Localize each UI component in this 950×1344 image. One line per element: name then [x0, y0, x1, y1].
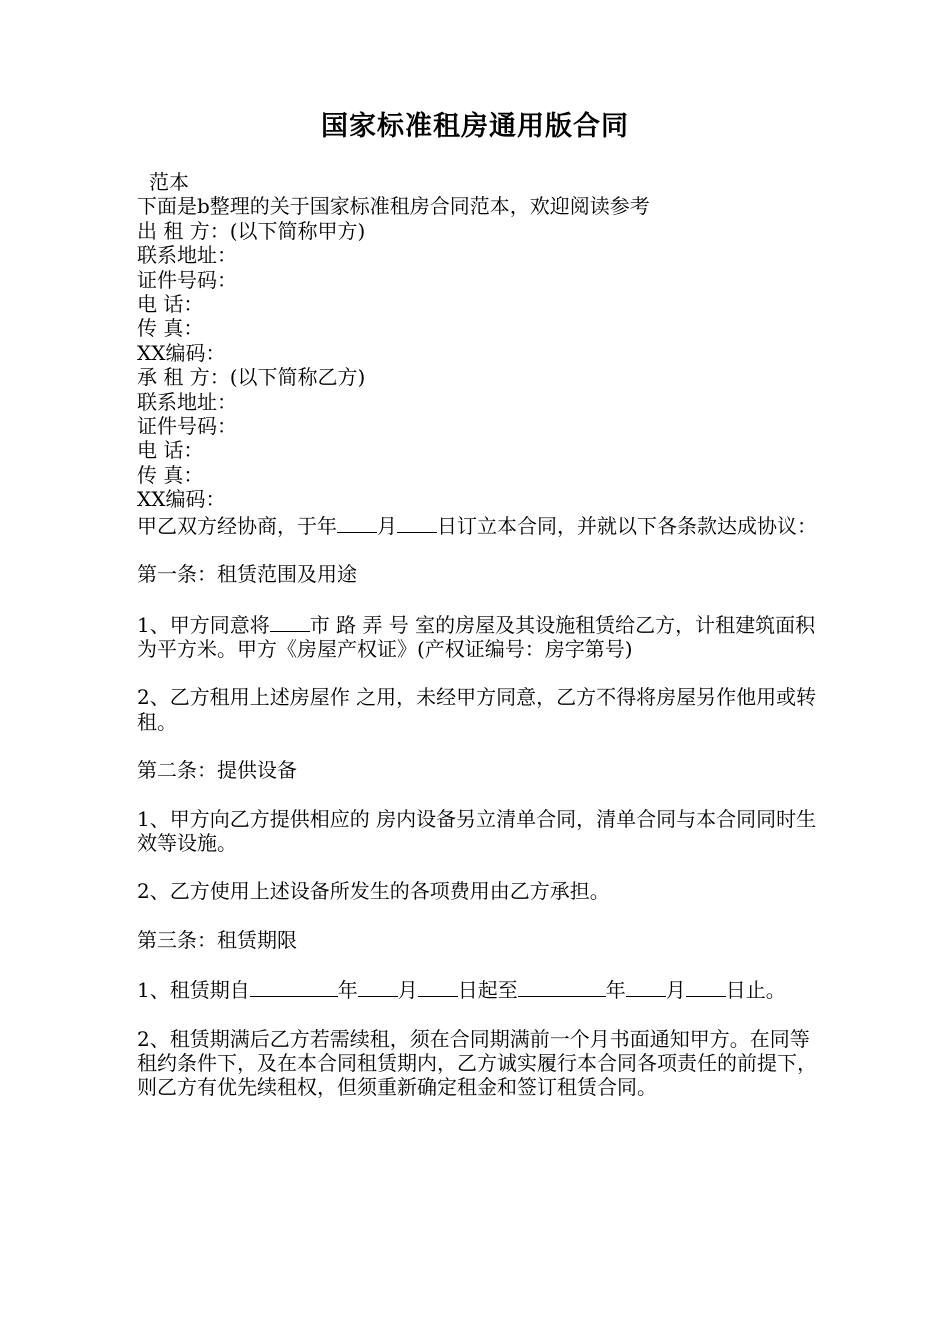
blank-line — [397, 512, 437, 533]
lessor-postcode: XX编码： — [137, 340, 226, 365]
subtitle: 范本 — [149, 170, 189, 194]
blank-line — [686, 976, 726, 997]
lessee-phone: 电 话： — [137, 438, 204, 463]
blank-line — [250, 976, 338, 997]
blank-line — [418, 976, 458, 997]
article1-item2: 2、乙方租用上述房屋作 之用，未经甲方同意，乙方不得将房屋另作他用或转租。 — [137, 685, 817, 734]
agreement-text-3: 日订立本合同，并就以下各条款达成协议： — [437, 513, 817, 538]
article2-item2: 2、乙方使用上述设备所发生的各项费用由乙方承担。 — [137, 879, 610, 904]
blank-line — [626, 976, 666, 997]
lessee-id: 证件号码： — [137, 414, 237, 439]
agreement-text-1: 甲乙双方经协商，于年 — [137, 513, 337, 538]
article3-item1-text-a: 1、租赁期自 — [137, 978, 250, 1003]
lessor-phone: 电 话： — [137, 292, 204, 317]
blank-line — [270, 611, 310, 632]
article1-item1 — [137, 611, 827, 662]
article3-item1-text-e: 年 — [605, 978, 626, 1003]
article1-item1-text-b: 市 路 弄 号 室的房屋及其设施租赁给乙方，计租建筑面积为平方米。甲方《房屋产权证》(产权证编号：房字第号) — [137, 612, 816, 661]
article2-item1: 1、甲方向乙方提供相应的 房内设备另立清单合同，清单合同与本合同同时生效等设施。 — [137, 806, 817, 855]
article3-item1-text-b: 年 — [337, 978, 358, 1003]
article3-heading: 第三条：租赁期限 — [137, 927, 297, 952]
document-body — [137, 170, 827, 1100]
blank-line — [518, 976, 606, 997]
article3-item2: 2、租赁期满后乙方若需续租，须在合同期满前一个月书面通知甲方。在同等租约条件下，及在本合同租赁期内，乙方诚实履行本合同各项责任的前提下，则乙方有优先续租权，但须重新确定租金和签订租赁合同。 — [137, 1026, 817, 1100]
lessee-fax: 传 真： — [137, 462, 204, 487]
article3-item1 — [137, 976, 827, 1002]
lessee-heading: 承 租 方：(以下简称乙方) — [137, 365, 366, 390]
document-title: 国家标准租房通用版合同 — [321, 111, 629, 142]
article3-item1-text-c: 月 — [397, 978, 418, 1003]
agreement-paragraph — [137, 512, 827, 538]
lessee-postcode: XX编码： — [137, 487, 226, 512]
agreement-text-2: 月 — [377, 513, 397, 538]
article1-heading: 第一条：租赁范围及用途 — [137, 562, 357, 587]
lessor-heading: 出 租 方：(以下简称甲方) — [137, 218, 366, 243]
article1-item1-text-a: 1、甲方同意将 — [137, 612, 270, 637]
blank-line — [358, 976, 398, 997]
article3-item1-text-f: 月 — [665, 978, 686, 1003]
article3-item1-text-d: 日起至 — [457, 978, 518, 1003]
lessor-fax: 传 真： — [137, 316, 204, 341]
lessee-address: 联系地址： — [137, 389, 237, 414]
article3-item1-text-g: 日止。 — [725, 978, 786, 1003]
lessor-address: 联系地址： — [137, 243, 237, 268]
article2-heading: 第二条：提供设备 — [137, 758, 297, 783]
lessor-id: 证件号码： — [137, 267, 237, 292]
blank-line — [337, 512, 377, 533]
intro-text: 下面是b整理的关于国家标准租房合同范本，欢迎阅读参考 — [137, 194, 650, 219]
